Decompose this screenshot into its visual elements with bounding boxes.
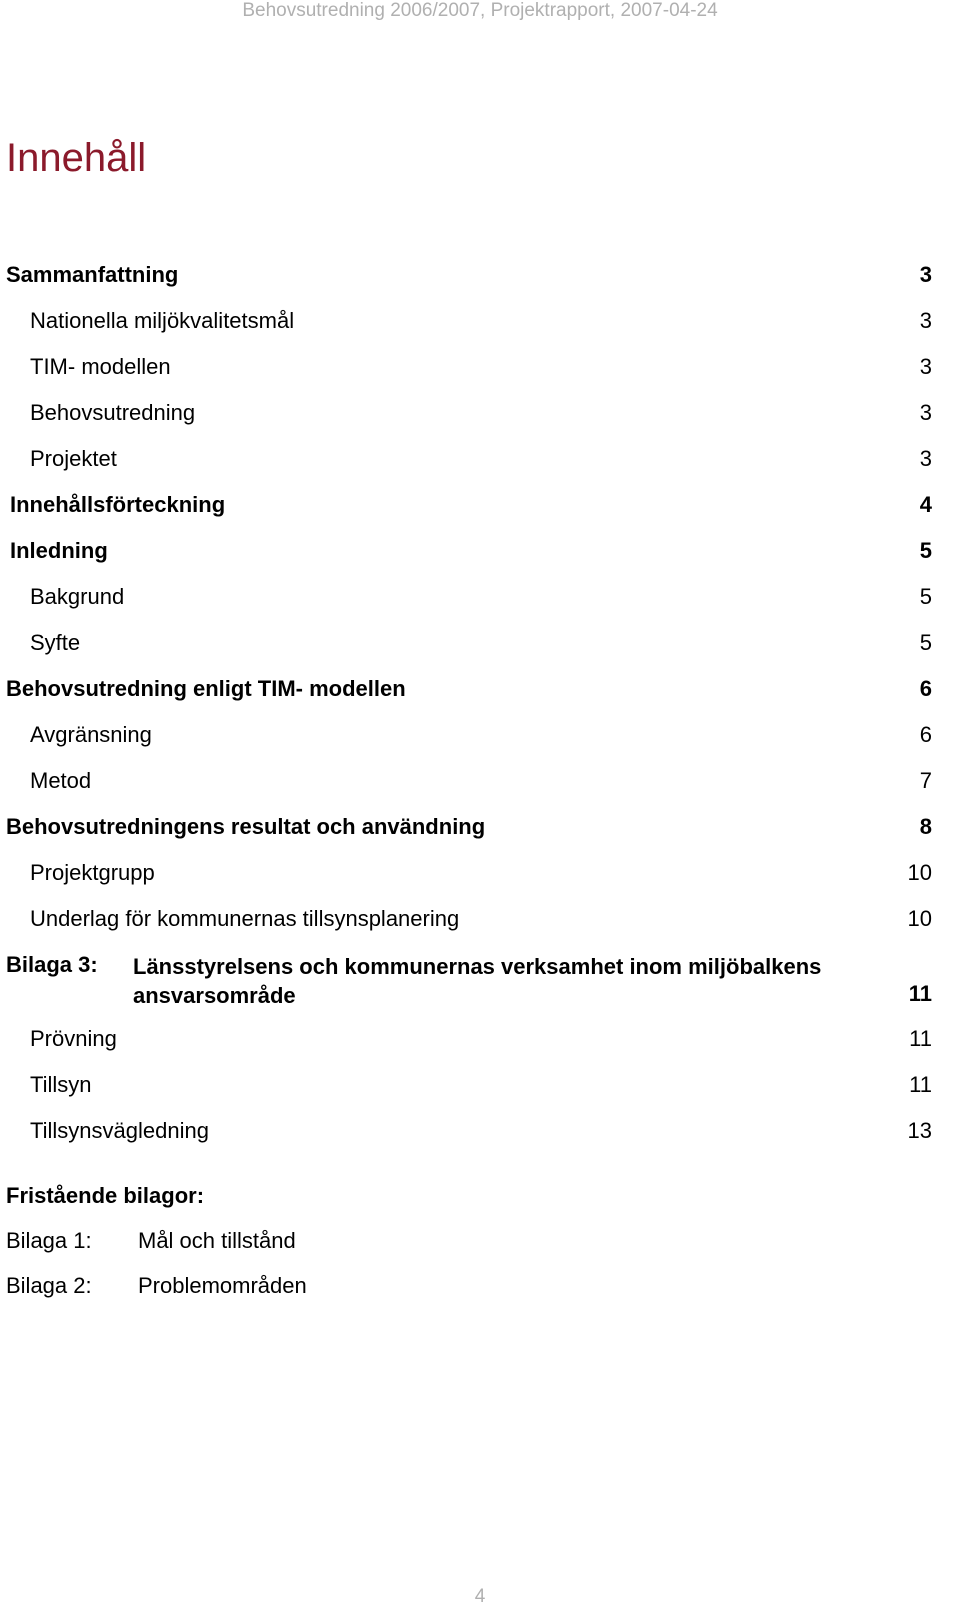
toc-entry-page: 4: [919, 492, 932, 517]
toc-entry-page: 3: [919, 400, 932, 425]
toc-entry-prefix: Bilaga 3:: [6, 952, 98, 977]
toc-entry[interactable]: [0, 1026, 960, 1072]
toc-entry[interactable]: [0, 676, 960, 722]
toc-entry-label: TIM- modellen: [30, 354, 171, 379]
toc-entry-label: Nationella miljökvalitetsmål: [30, 308, 295, 333]
toc-entry-label: Bakgrund: [30, 584, 125, 609]
attachment-label: Bilaga 2:: [6, 1273, 92, 1298]
toc-entry[interactable]: [0, 630, 960, 676]
toc-entry-page: 3: [919, 354, 932, 379]
attachment-label: Bilaga 1:: [6, 1228, 92, 1253]
toc-entry-label: Behovsutredning enligt TIM- modellen: [6, 676, 406, 701]
toc-entry[interactable]: [0, 538, 960, 584]
toc-entry-page: 6: [919, 722, 932, 747]
toc-entry-label: Projektgrupp: [30, 860, 155, 885]
toc-entry[interactable]: [0, 492, 960, 538]
toc-entry[interactable]: [0, 584, 960, 630]
toc-entry-label: Behovsutredning: [30, 400, 196, 425]
toc-entry-label: Prövning: [30, 1026, 117, 1051]
attachment-item[interactable]: [6, 1228, 906, 1254]
attachments-heading: Fristående bilagor:: [6, 1183, 205, 1208]
page-title: Innehåll: [6, 136, 147, 180]
toc-entry-page: 11: [908, 981, 932, 1006]
toc-entry-page: 5: [919, 584, 932, 609]
running-header: Behovsutredning 2006/2007, Projektrapport, 2007-04-24: [242, 0, 718, 21]
toc-entry[interactable]: [0, 814, 960, 860]
toc-entry-label: Metod: [30, 768, 92, 793]
toc-entry[interactable]: [0, 1118, 960, 1164]
toc-entry[interactable]: [0, 722, 960, 768]
attachment-title: Mål och tillstånd: [138, 1228, 296, 1253]
toc-entry-label: Syfte: [30, 630, 81, 655]
toc-entry[interactable]: [0, 354, 960, 400]
toc-entry-label: Behovsutredningens resultat och användning: [6, 814, 486, 839]
table-of-contents: [0, 262, 960, 1164]
toc-entry-page: 11: [909, 1072, 932, 1097]
toc-entry-page: 6: [919, 676, 932, 701]
toc-entry-page: 3: [919, 308, 932, 333]
toc-entry-label: Underlag för kommunernas tillsynsplanering: [30, 906, 460, 931]
toc-entry-page: 10: [907, 906, 932, 931]
toc-entry-page: 11: [909, 1026, 932, 1051]
toc-entry-label: Projektet: [30, 446, 117, 471]
toc-entry[interactable]: [0, 860, 960, 906]
toc-entry-page: 13: [907, 1118, 932, 1143]
toc-entry-label: Tillsynsvägledning: [30, 1118, 209, 1143]
attachment-item[interactable]: [6, 1273, 906, 1299]
page-number: 4: [474, 1586, 486, 1607]
toc-entry[interactable]: [0, 400, 960, 446]
toc-entry-page: 5: [919, 538, 932, 563]
toc-entry[interactable]: [0, 906, 960, 952]
toc-entry-page: 7: [919, 768, 932, 793]
toc-entry-page: 3: [919, 262, 932, 287]
toc-entry[interactable]: [0, 768, 960, 814]
attachment-title: Problemområden: [138, 1273, 307, 1298]
toc-entry-label: Innehållsförteckning: [10, 492, 226, 517]
toc-entry-page: 8: [919, 814, 932, 839]
toc-entry[interactable]: [0, 308, 960, 354]
toc-entry-page: 10: [907, 860, 932, 885]
toc-entry-appendix[interactable]: [0, 952, 960, 1026]
toc-entry[interactable]: [0, 1072, 960, 1118]
toc-entry[interactable]: [0, 446, 960, 492]
toc-entry-label: Sammanfattning: [6, 262, 179, 287]
toc-entry-label: Länsstyrelsens och kommunernas verksamhet inom miljöbalkens ansvarsområde: [133, 954, 822, 1008]
toc-entry-page: 5: [919, 630, 932, 655]
toc-entry[interactable]: [0, 262, 960, 308]
toc-entry-label: Avgränsning: [30, 722, 152, 747]
toc-entry-page: 3: [919, 446, 932, 471]
toc-entry-label: Inledning: [10, 538, 108, 563]
toc-entry-label: Tillsyn: [30, 1072, 92, 1097]
